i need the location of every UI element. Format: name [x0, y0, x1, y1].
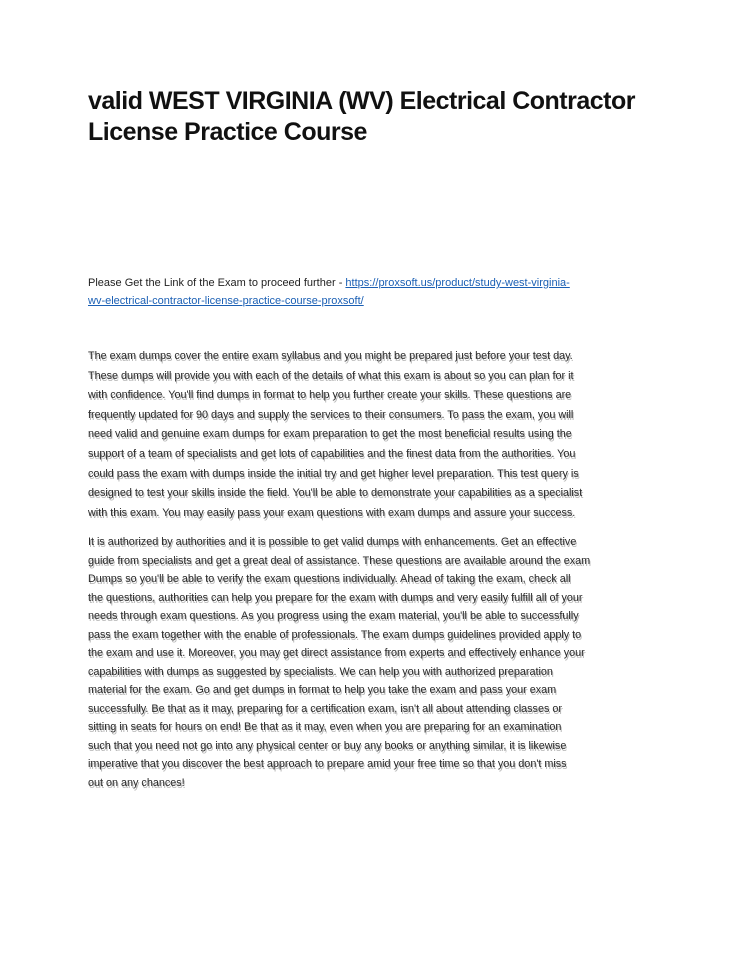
paragraph-line: such that you need not go into any physical center or buy any books or anything similar, it is likewise [88, 739, 567, 752]
paragraph-line: successfully. Be that as it may, preparing for a certification exam, isn't all about attending classes or [88, 702, 562, 715]
paragraph-line: need valid and genuine exam dumps for exam preparation to get the most beneficial results using the [88, 428, 572, 441]
paragraph-line: capabilities with dumps as suggested by specialists. We can help you with authorized preparation [88, 665, 553, 678]
page-title [88, 86, 635, 148]
exam-link-continued[interactable]: wv-electrical-contractor-license-practice-course-proxsoft/ [88, 295, 364, 307]
paragraph-line: the questions, authorities can help you prepare for the exam with dumps and very easily fulfill all of your [88, 591, 583, 604]
paragraph-line: could pass the exam with dumps inside the initial try and get higher level preparation. This test query is [88, 467, 579, 480]
paragraph-line: guide from specialists and get a great deal of assistance. These questions are available around the exam [88, 554, 591, 567]
paragraph-line: designed to test your skills inside the field. You'll be able to demonstrate your capabilities as a specialist [88, 487, 583, 500]
intro-paragraph [88, 274, 570, 310]
paragraph-line: with this exam. You may easily pass your exam questions with exam dumps and assure your success. [88, 506, 576, 519]
paragraph-line: support of a team of specialists and get lots of capabilities and the finest data from the authorities. You [88, 447, 576, 460]
exam-link[interactable]: https://proxsoft.us/product/study-west-virginia- [345, 277, 570, 289]
paragraph-line: out on any chances! [88, 776, 185, 789]
paragraph-line: Dumps so you'll be able to verify the exam questions individually. Ahead of taking the exam, check all [88, 573, 571, 585]
paragraph-line: the exam and use it. Moreover, you may get direct assistance from experts and effectively enhance your [88, 647, 585, 659]
paragraph-line: The exam dumps cover the entire exam syllabus and you might be prepared just before your test day. [88, 350, 573, 362]
paragraph-line: frequently updated for 90 days and supply the services to their consumers. To pass the exam, you will [88, 408, 574, 421]
body-paragraph-2 [88, 533, 590, 792]
paragraph-line: sitting in seats for hours on end! Be that as it may, even when you are preparing for an examination [88, 721, 562, 733]
title-line: valid WEST VIRGINIA (WV) Electrical Contractor [88, 87, 635, 115]
paragraph-line: imperative that you discover the best approach to prepare amid your free time so that you don't miss [88, 758, 567, 770]
intro-text: Please Get the Link of the Exam to proceed further - [88, 277, 346, 289]
paragraph-line: needs through exam questions. As you progress using the exam material, you'll be able to successfully [88, 610, 579, 622]
body-paragraph-1 [88, 347, 582, 523]
title-line: License Practice Course [88, 118, 367, 146]
paragraph-line: These dumps will provide you with each of the details of what this exam is about so you can plan for it [88, 369, 574, 382]
paragraph-line: material for the exam. Go and get dumps in format to help you take the exam and pass your exam [88, 684, 557, 696]
paragraph-line: with confidence. You'll find dumps in format to help you further create your skills. These questions are [88, 389, 572, 402]
paragraph-line: pass the exam together with the enable of professionals. The exam dumps guidelines provided apply to [88, 628, 582, 641]
paragraph-line: It is authorized by authorities and it is possible to get valid dumps with enhancements. Get an effective [88, 536, 577, 548]
